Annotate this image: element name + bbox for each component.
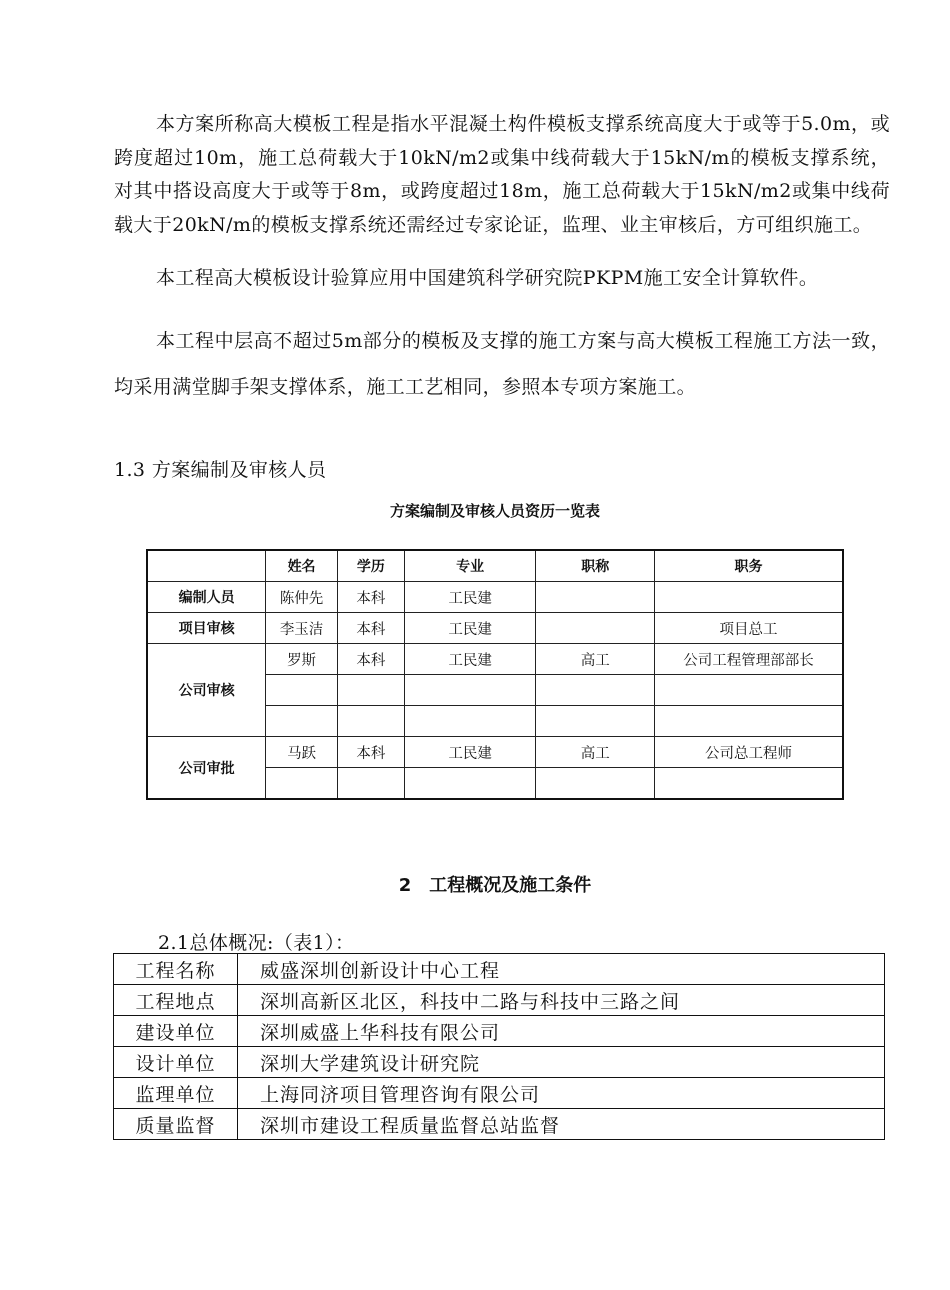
overview-value: 深圳威盛上华科技有限公司 <box>238 1016 885 1047</box>
staff-table-caption: 方案编制及审核人员资历一览表 <box>389 502 600 520</box>
overview-key: 监理单位 <box>114 1078 238 1109</box>
cell <box>404 706 536 737</box>
overview-value: 威盛深圳创新设计中心工程 <box>238 954 885 985</box>
table-row <box>147 582 843 613</box>
cell <box>536 582 655 613</box>
cell: 罗斯 <box>266 644 338 675</box>
header-cell: 职称 <box>536 550 655 582</box>
table-row <box>114 1047 885 1078</box>
table-row <box>114 1078 885 1109</box>
project-overview-table <box>113 953 885 1140</box>
header-cell: 专业 <box>404 550 536 582</box>
staff-qualification-table <box>146 549 844 800</box>
cell: 公司工程管理部部长 <box>655 644 843 675</box>
cell: 本科 <box>337 737 404 768</box>
overview-value: 深圳市建设工程质量监督总站监督 <box>238 1109 885 1140</box>
table-row <box>114 1109 885 1140</box>
group-label: 项目审核 <box>147 613 266 644</box>
cell: 工民建 <box>404 582 536 613</box>
cell <box>404 768 536 800</box>
overview-key: 建设单位 <box>114 1016 238 1047</box>
table-row <box>114 954 885 985</box>
overview-key: 设计单位 <box>114 1047 238 1078</box>
overview-key: 工程名称 <box>114 954 238 985</box>
cell: 本科 <box>337 582 404 613</box>
group-label: 公司审批 <box>147 737 266 800</box>
cell: 陈仲先 <box>266 582 338 613</box>
section-2-title <box>0 871 950 897</box>
cell <box>536 675 655 706</box>
cell: 工民建 <box>404 644 536 675</box>
cell <box>337 706 404 737</box>
cell: 公司总工程师 <box>655 737 843 768</box>
section-title-text: 工程概况及施工条件 <box>429 875 592 896</box>
cell: 马跃 <box>266 737 338 768</box>
table-header-row <box>147 550 843 582</box>
intro-paragraph-1: 本方案所称高大模板工程是指水平混凝土构件模板支撑系统高度大于或等于5.0m，或跨度超过10m，施工总荷载大于10kN/m2或集中线荷载大于15kN/m的模板支撑系统，对其中搭设高度大于或等于8m，或跨度超过18m，施工总荷载大于15kN/m2或集中线荷载大于20kN/m的模板支撑系统还需经过专家论证，监理、业主审核后，方可组织施工。 <box>114 113 890 236</box>
overview-heading: 2.1总体概况:（表1）： <box>158 932 355 954</box>
table-row <box>147 737 843 768</box>
cell: 工民建 <box>404 737 536 768</box>
header-cell: 学历 <box>337 550 404 582</box>
table-row <box>114 1016 885 1047</box>
cell <box>337 675 404 706</box>
table-row <box>147 613 843 644</box>
overview-key: 质量监督 <box>114 1109 238 1140</box>
header-cell: 姓名 <box>266 550 338 582</box>
cell <box>266 675 338 706</box>
cell <box>266 768 338 800</box>
cell <box>536 768 655 800</box>
cell <box>536 613 655 644</box>
overview-value: 深圳高新区北区，科技中二路与科技中三路之间 <box>238 985 885 1016</box>
overview-value: 深圳大学建筑设计研究院 <box>238 1047 885 1078</box>
cell <box>655 768 843 800</box>
overview-value: 上海同济项目管理咨询有限公司 <box>238 1078 885 1109</box>
intro-paragraph-3: 本工程中层高不超过5m部分的模板及支撑的施工方案与高大模板工程施工方法一致，均采用满堂脚手架支撑体系，施工工艺相同，参照本专项方案施工。 <box>114 330 890 398</box>
table-row <box>147 644 843 675</box>
cell <box>655 675 843 706</box>
cell <box>536 706 655 737</box>
cell: 本科 <box>337 613 404 644</box>
section-heading-1-3: 1.3 方案编制及审核人员 <box>114 459 327 481</box>
cell: 工民建 <box>404 613 536 644</box>
table-row <box>114 985 885 1016</box>
cell: 高工 <box>536 737 655 768</box>
group-label: 公司审核 <box>147 644 266 737</box>
cell: 项目总工 <box>655 613 843 644</box>
cell: 李玉洁 <box>266 613 338 644</box>
intro-paragraph-2: 本工程高大模板设计验算应用中国建筑科学研究院PKPM施工安全计算软件。 <box>156 267 819 289</box>
cell <box>655 706 843 737</box>
group-label: 编制人员 <box>147 582 266 613</box>
cell: 高工 <box>536 644 655 675</box>
cell: 本科 <box>337 644 404 675</box>
header-cell <box>147 550 266 582</box>
header-cell: 职务 <box>655 550 843 582</box>
cell <box>404 675 536 706</box>
cell <box>266 706 338 737</box>
cell <box>337 768 404 800</box>
cell <box>655 582 843 613</box>
overview-key: 工程地点 <box>114 985 238 1016</box>
section-number: 2 <box>398 875 412 896</box>
